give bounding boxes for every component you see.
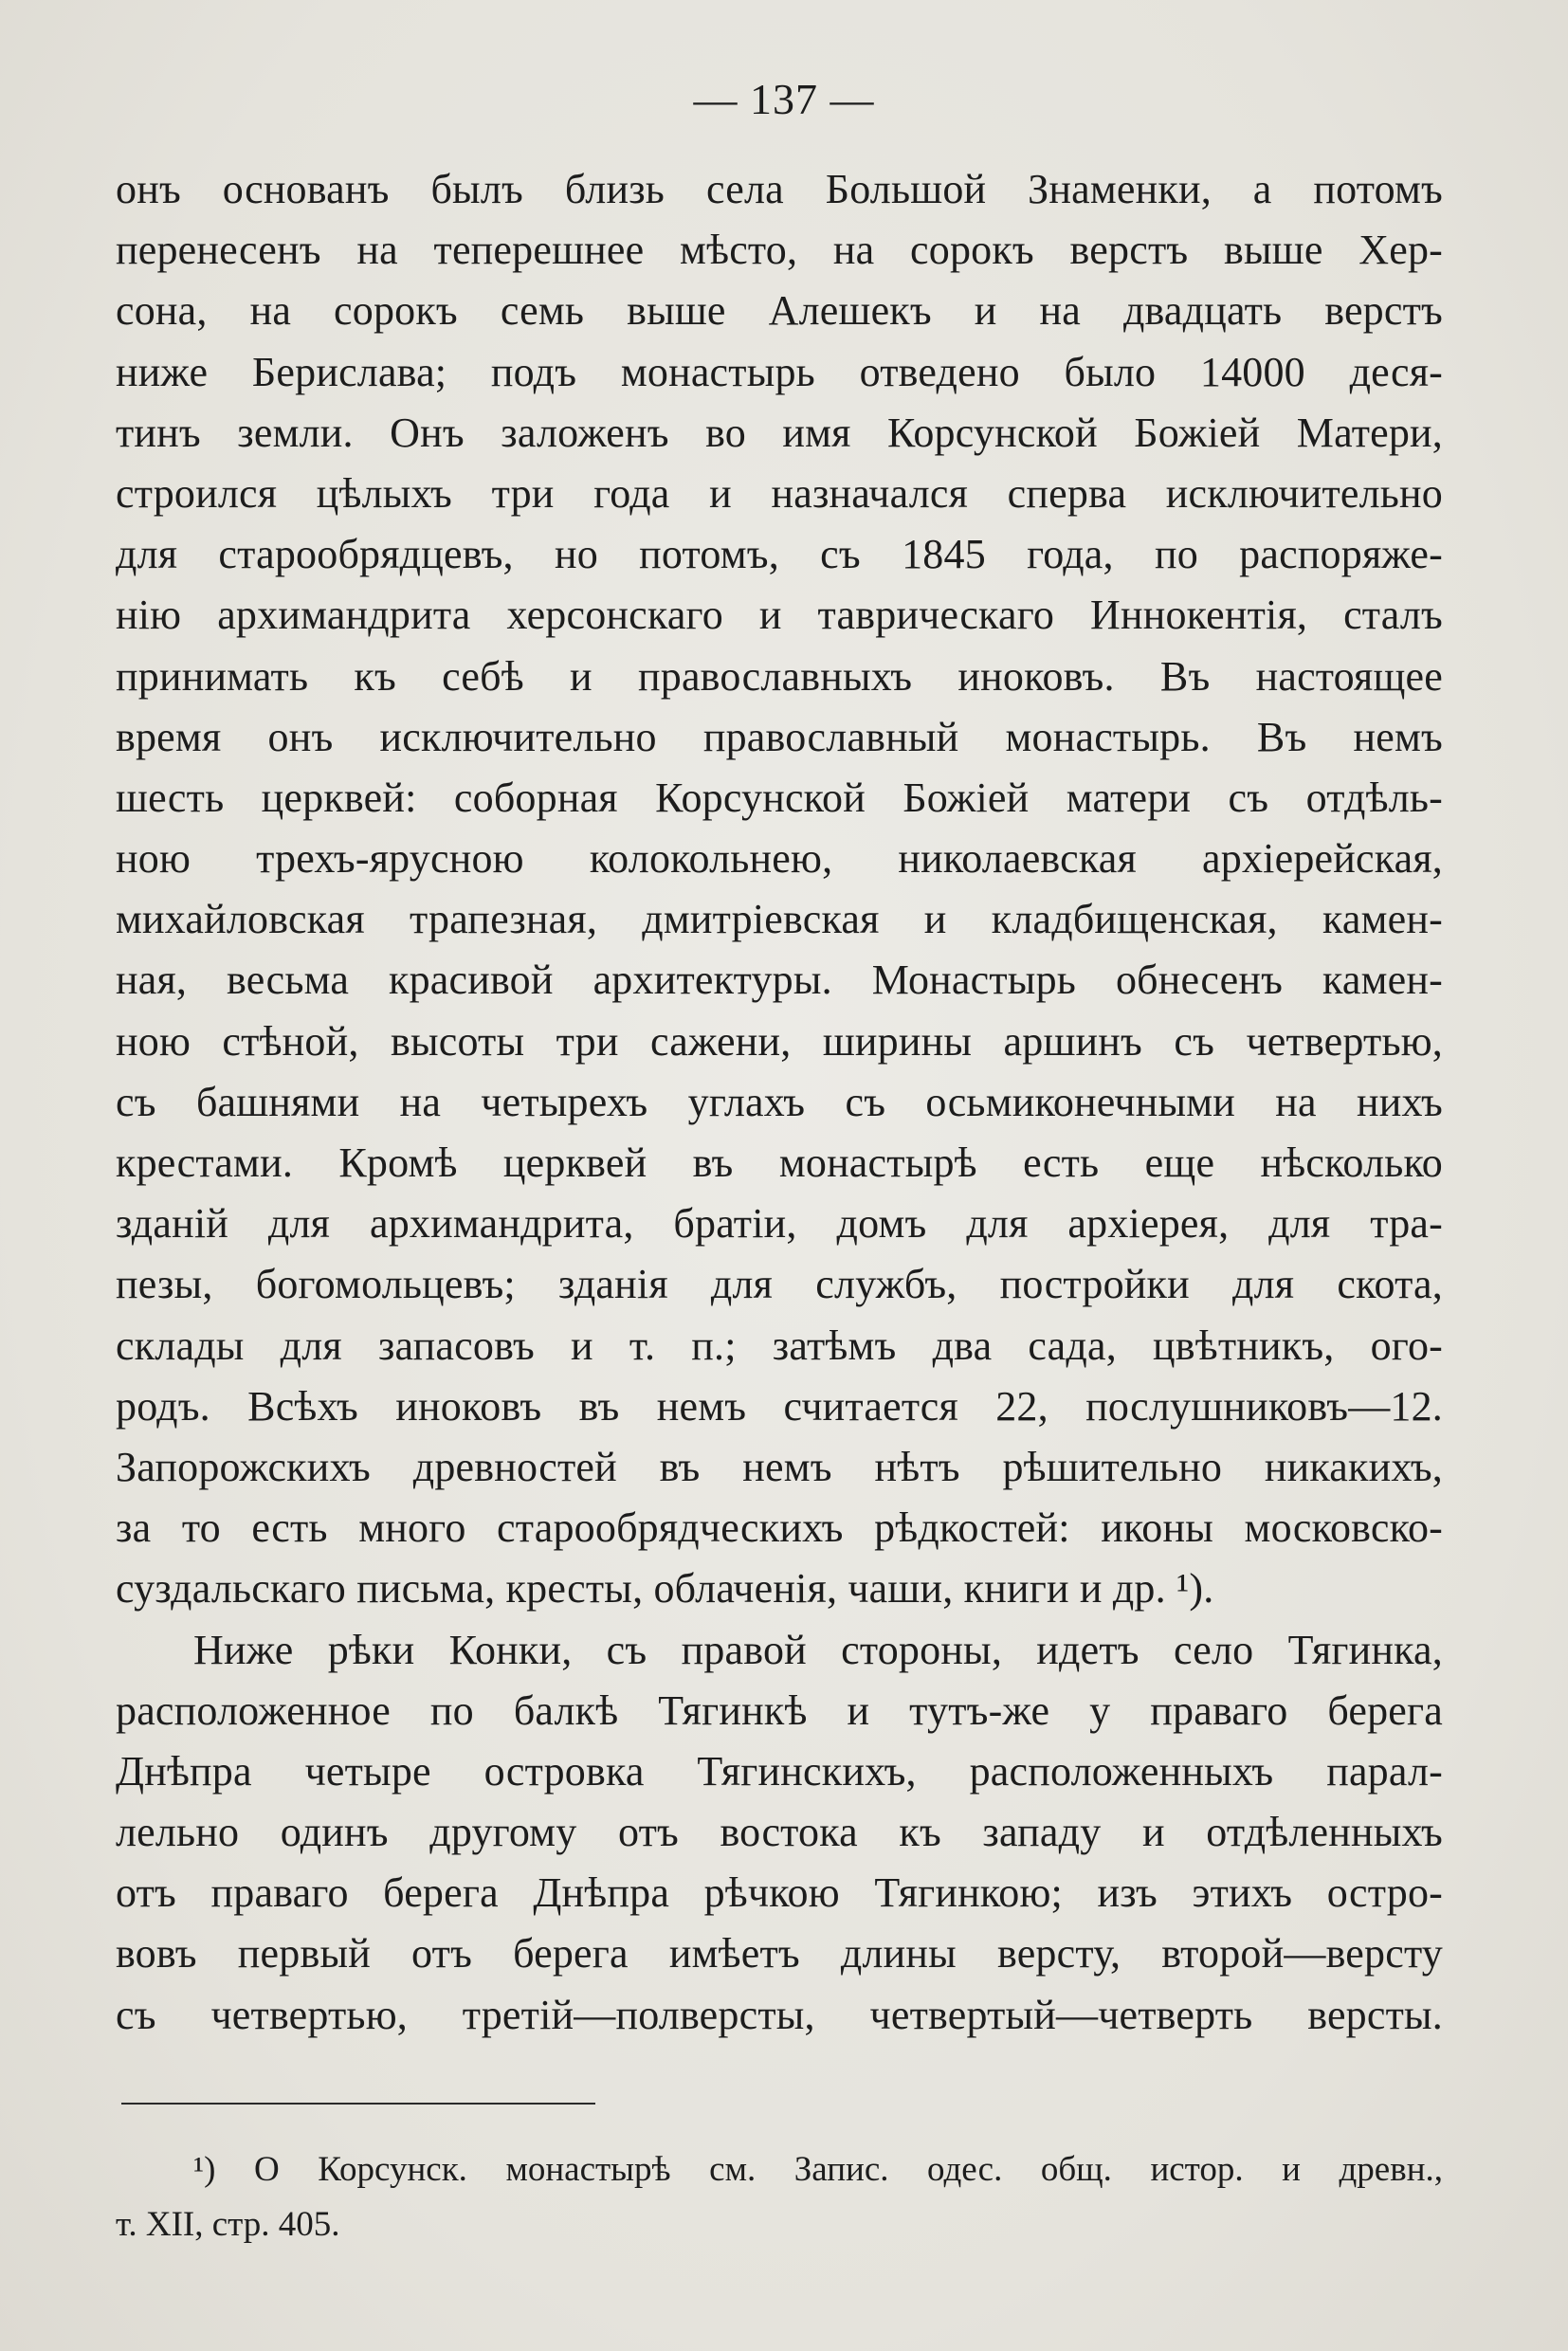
body-text [116, 159, 1443, 2046]
text-line: михайловская трапезная, дмитріевская и кладбищенская, камен- [116, 896, 1443, 943]
text-line: крестами. Кромѣ церквей въ монастырѣ есть еще нѣсколько [116, 1139, 1443, 1186]
text-line: время онъ исключительно православный монастырь. Въ немъ [116, 713, 1443, 760]
text-line: строился цѣлыхъ три года и назначался сперва исключительно [116, 469, 1443, 517]
text-line: расположенное по балкѣ Тягинкѣ и тутъ-же у праваго берега [116, 1686, 1443, 1734]
text-line: пезы, богомольцевъ; зданія для службъ, постройки для скота, [116, 1261, 1443, 1308]
text-line: онъ основанъ былъ близь села Большой Знаменки, а потомъ [116, 166, 1443, 212]
footnote-line: ¹) О Корсунск. монастырѣ см. Запис. одес. общ. истор. и древн., [193, 2150, 1443, 2189]
text-line: ною стѣной, высоты три сажени, ширины аршинъ съ четвертью, [116, 1017, 1443, 1065]
text-line: ниже Берислава; подъ монастырь отведено было 14000 деся- [116, 348, 1443, 395]
text-line: ная, весьма красивой архитектуры. Монастырь обнесенъ камен- [116, 957, 1443, 1004]
text-line: Днѣпра четыре островка Тягинскихъ, расположенныхъ парал- [116, 1747, 1443, 1795]
text-line: принимать къ себѣ и православныхъ иноковъ. Въ настоящее [116, 652, 1443, 700]
text-line: для старообрядцевъ, но потомъ, съ 1845 года, по распоряже- [116, 531, 1443, 578]
text-line: съ четвертью, третій—полверсты, четвертый—четверть версты. [116, 1991, 1443, 2038]
text-line: тинъ земли. Онъ заложенъ во имя Корсунской Божіей Матери, [116, 409, 1443, 456]
text-line: вовъ первый отъ берега имѣетъ длины версту, второй—версту [116, 1930, 1443, 1977]
text-line: склады для запасовъ и т. п.; затѣмъ два сада, цвѣтникъ, ого- [116, 1321, 1443, 1369]
text-line: за то есть много старообрядческихъ рѣдкостей: иконы московско- [116, 1504, 1443, 1552]
text-line: шесть церквей: соборная Корсунской Божіей матери съ отдѣль- [116, 774, 1443, 821]
text-line: Ниже рѣки Конки, съ правой стороны, идетъ село Тягинка, [193, 1626, 1443, 1673]
text-line: лельно одинъ другому отъ востока къ западу и отдѣленныхъ [116, 1809, 1443, 1856]
footnote-line: т. XII, стр. 405. [116, 2205, 340, 2244]
text-line: Запорожскихъ древностей въ немъ нѣтъ рѣшительно никакихъ, [116, 1443, 1443, 1490]
text-line: съ башнями на четырехъ углахъ съ осьмиконечными на нихъ [116, 1078, 1443, 1125]
text-line: нію архимандрита херсонскаго и таврическаго Иннокентія, сталъ [116, 592, 1443, 639]
page-number: — 137 — [693, 75, 875, 123]
text-line: ною трехъ-ярусною колокольнею, николаевская архіерейская, [116, 835, 1443, 883]
footnote-divider [121, 2103, 595, 2105]
text-line: отъ праваго берега Днѣпра рѣчкою Тягинкою; изъ этихъ остро- [116, 1869, 1443, 1917]
footnote [116, 2142, 1443, 2252]
text-line: сона, на сорокъ семь выше Алешекъ и на двадцать верстъ [116, 287, 1443, 335]
text-line: суздальскаго письма, кресты, облаченія, чаши, книги и др. ¹). [116, 1565, 1214, 1613]
text-line: родъ. Всѣхъ иноковъ въ немъ считается 22, послушниковъ—12. [116, 1382, 1443, 1430]
text-line: перенесенъ на теперешнее мѣсто, на сорокъ верстъ выше Хер- [116, 227, 1443, 274]
text-line: зданій для архимандрита, братіи, домъ для архіерея, для тра- [116, 1200, 1443, 1248]
